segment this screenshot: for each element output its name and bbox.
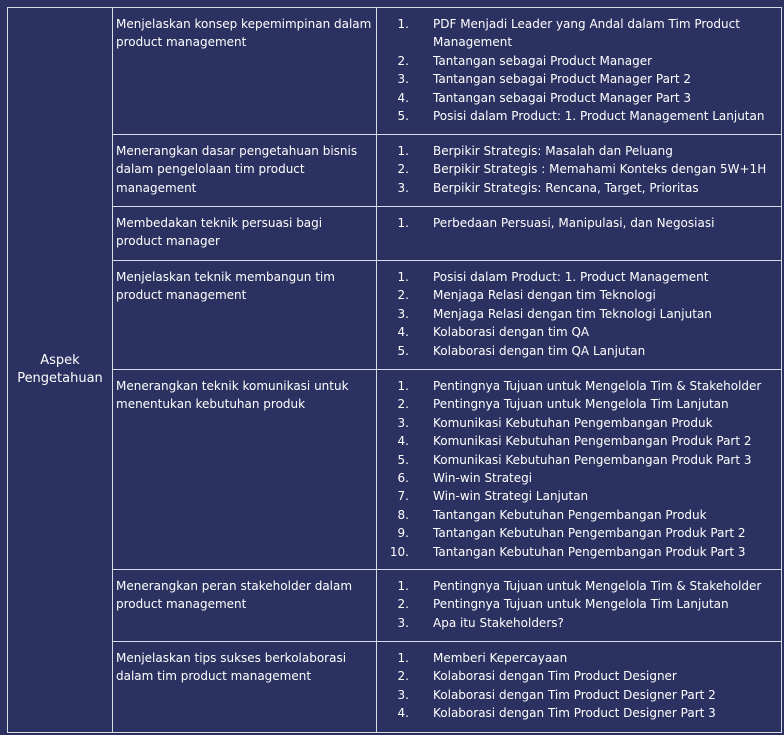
topics-cell bbox=[377, 642, 782, 733]
topic-list bbox=[377, 268, 777, 360]
list-number: 4. bbox=[397, 434, 409, 449]
list-item bbox=[377, 107, 777, 125]
topic-text: Tantangan sebagai Product Manager Part 2 bbox=[433, 72, 692, 87]
list-item bbox=[377, 286, 777, 304]
objective-cell bbox=[113, 261, 377, 370]
topic-text: Berpikir Strategis: Rencana, Target, Prioritas bbox=[433, 180, 699, 195]
topic-text: Pentingnya Tujuan untuk Mengelola Tim Lanjutan bbox=[433, 397, 729, 412]
topic-text: Perbedaan Persuasi, Manipulasi, dan Negosiasi bbox=[433, 216, 715, 230]
table-row bbox=[8, 570, 782, 642]
list-item bbox=[377, 70, 777, 88]
topic-text: Win-win Strategi bbox=[433, 471, 533, 486]
topic-text: Kolaborasi dengan Tim Product Designer Part 2 bbox=[433, 687, 716, 702]
list-item bbox=[377, 614, 777, 632]
list-number: 1. bbox=[397, 17, 409, 31]
list-number: 1. bbox=[397, 216, 409, 230]
topic-list bbox=[377, 577, 777, 632]
curriculum-table bbox=[7, 7, 782, 733]
list-item bbox=[377, 524, 777, 542]
topic-text: Menjaga Relasi dengan tim Teknologi bbox=[433, 288, 656, 303]
aspect-label: Pengetahuan bbox=[17, 371, 103, 386]
list-number: 3. bbox=[397, 180, 409, 195]
topics-cell bbox=[377, 8, 782, 135]
list-number: 4. bbox=[397, 90, 409, 105]
list-number: 3. bbox=[397, 687, 409, 702]
table-row bbox=[8, 8, 782, 135]
topic-list bbox=[377, 377, 777, 561]
topic-text: Posisi dalam Product: 1. Product Management Lanjutan bbox=[433, 109, 765, 124]
list-number: 7. bbox=[397, 489, 409, 504]
list-number: 5. bbox=[397, 452, 409, 467]
list-item bbox=[377, 451, 777, 469]
list-item bbox=[377, 649, 777, 667]
objective-cell bbox=[113, 370, 377, 570]
topics-cell bbox=[377, 570, 782, 642]
aspect-cell bbox=[8, 8, 113, 733]
list-item bbox=[377, 305, 777, 323]
topic-text: Tantangan Kebutuhan Pengembangan Produk Part 2 bbox=[433, 526, 746, 541]
topic-text: Tantangan sebagai Product Manager bbox=[433, 53, 653, 68]
objective-text: Menjelaskan tips sukses berkolaborasi dalam tim product management bbox=[116, 651, 347, 684]
list-item bbox=[377, 395, 777, 413]
topic-text: Menjaga Relasi dengan tim Teknologi Lanjutan bbox=[433, 306, 712, 321]
list-number: 8. bbox=[397, 507, 409, 522]
topics-cell bbox=[377, 370, 782, 570]
list-number: 3. bbox=[397, 415, 409, 430]
list-item bbox=[377, 179, 777, 197]
topic-text: Tantangan Kebutuhan Pengembangan Produk Part 3 bbox=[433, 544, 746, 559]
list-item bbox=[377, 487, 777, 505]
topic-text: Apa itu Stakeholders? bbox=[433, 615, 564, 630]
list-number: 1. bbox=[397, 144, 409, 158]
list-number: 1. bbox=[397, 651, 409, 665]
list-item bbox=[377, 595, 777, 613]
list-item bbox=[377, 667, 777, 685]
topic-list bbox=[377, 142, 777, 197]
list-number: 5. bbox=[397, 343, 409, 358]
list-item bbox=[377, 686, 777, 704]
topic-text: Kolaborasi dengan Tim Product Designer bbox=[433, 669, 677, 684]
objective-text: Menjelaskan konsep kepemimpinan dalam product management bbox=[116, 17, 372, 50]
list-item bbox=[377, 89, 777, 107]
list-item bbox=[377, 506, 777, 524]
list-number: 10. bbox=[389, 544, 409, 559]
topic-text: PDF Menjadi Leader yang Andal dalam Tim Product Management bbox=[433, 17, 740, 50]
list-item bbox=[377, 323, 777, 341]
list-number: 3. bbox=[397, 615, 409, 630]
objective-text: Menerangkan teknik komunikasi untuk menentukan kebutuhan produk bbox=[116, 379, 349, 412]
objective-text: Menerangkan peran stakeholder dalam product management bbox=[116, 579, 353, 612]
topic-text: Pentingnya Tujuan untuk Mengelola Tim & Stakeholder bbox=[433, 379, 762, 393]
objective-cell bbox=[113, 207, 377, 261]
list-number: 4. bbox=[397, 325, 409, 340]
list-item bbox=[377, 543, 777, 561]
list-number: 2. bbox=[397, 597, 409, 612]
topic-text: Berpikir Strategis: Masalah dan Peluang bbox=[433, 144, 673, 158]
table-row bbox=[8, 135, 782, 207]
topic-text: Win-win Strategi Lanjutan bbox=[433, 489, 589, 504]
objective-cell bbox=[113, 570, 377, 642]
topic-text: Pentingnya Tujuan untuk Mengelola Tim & Stakeholder bbox=[433, 579, 762, 593]
topic-text: Kolaborasi dengan tim QA Lanjutan bbox=[433, 343, 646, 358]
topics-cell bbox=[377, 135, 782, 207]
list-number: 3. bbox=[397, 72, 409, 87]
topic-text: Berpikir Strategis : Memahami Konteks dengan 5W+1H bbox=[433, 162, 767, 177]
list-item bbox=[377, 577, 777, 595]
list-number: 1. bbox=[397, 579, 409, 593]
topic-list bbox=[377, 15, 777, 125]
list-number: 6. bbox=[397, 471, 409, 486]
list-number: 2. bbox=[397, 669, 409, 684]
list-item bbox=[377, 432, 777, 450]
topic-text: Tantangan Kebutuhan Pengembangan Produk bbox=[433, 507, 707, 522]
objective-text: Menjelaskan teknik membangun tim product management bbox=[116, 270, 335, 303]
topic-text: Komunikasi Kebutuhan Pengembangan Produk Part 2 bbox=[433, 434, 752, 449]
topic-text: Komunikasi Kebutuhan Pengembangan Produk Part 3 bbox=[433, 452, 752, 467]
list-number: 2. bbox=[397, 162, 409, 177]
list-item bbox=[377, 52, 777, 70]
list-number: 2. bbox=[397, 53, 409, 68]
list-number: 1. bbox=[397, 379, 409, 393]
table-row bbox=[8, 207, 782, 261]
objective-cell bbox=[113, 8, 377, 135]
list-number: 5. bbox=[397, 109, 409, 124]
list-item bbox=[377, 704, 777, 722]
topic-list bbox=[377, 214, 777, 232]
list-item bbox=[377, 15, 777, 52]
table-row bbox=[8, 642, 782, 733]
list-item bbox=[377, 142, 777, 160]
topic-text: Tantangan sebagai Product Manager Part 3 bbox=[433, 90, 692, 105]
list-item bbox=[377, 469, 777, 487]
list-number: 9. bbox=[397, 526, 409, 541]
list-item bbox=[377, 214, 777, 232]
topic-text: Posisi dalam Product: 1. Product Management bbox=[433, 270, 709, 284]
topic-text: Kolaborasi dengan tim QA bbox=[433, 325, 590, 340]
list-number: 4. bbox=[397, 706, 409, 721]
topic-text: Pentingnya Tujuan untuk Mengelola Tim Lanjutan bbox=[433, 597, 729, 612]
topic-list bbox=[377, 649, 777, 723]
list-item bbox=[377, 414, 777, 432]
table-row bbox=[8, 261, 782, 370]
objective-text: Menerangkan dasar pengetahuan bisnis dalam pengelolaan tim product management bbox=[116, 144, 358, 195]
table-row bbox=[8, 370, 782, 570]
list-item bbox=[377, 377, 777, 395]
list-item bbox=[377, 268, 777, 286]
topic-text: Memberi Kepercayaan bbox=[433, 651, 568, 665]
list-number: 1. bbox=[397, 270, 409, 284]
list-number: 3. bbox=[397, 306, 409, 321]
objective-cell bbox=[113, 642, 377, 733]
objective-text: Membedakan teknik persuasi bagi product manager bbox=[116, 216, 323, 249]
list-number: 2. bbox=[397, 397, 409, 412]
objective-cell bbox=[113, 135, 377, 207]
curriculum-table-body bbox=[8, 8, 782, 733]
topic-text: Kolaborasi dengan Tim Product Designer Part 3 bbox=[433, 706, 716, 721]
list-number: 2. bbox=[397, 288, 409, 303]
topics-cell bbox=[377, 207, 782, 261]
topic-text: Komunikasi Kebutuhan Pengembangan Produk bbox=[433, 415, 713, 430]
list-item bbox=[377, 342, 777, 360]
topics-cell bbox=[377, 261, 782, 370]
list-item bbox=[377, 160, 777, 178]
aspect-label: Aspek bbox=[40, 353, 80, 368]
